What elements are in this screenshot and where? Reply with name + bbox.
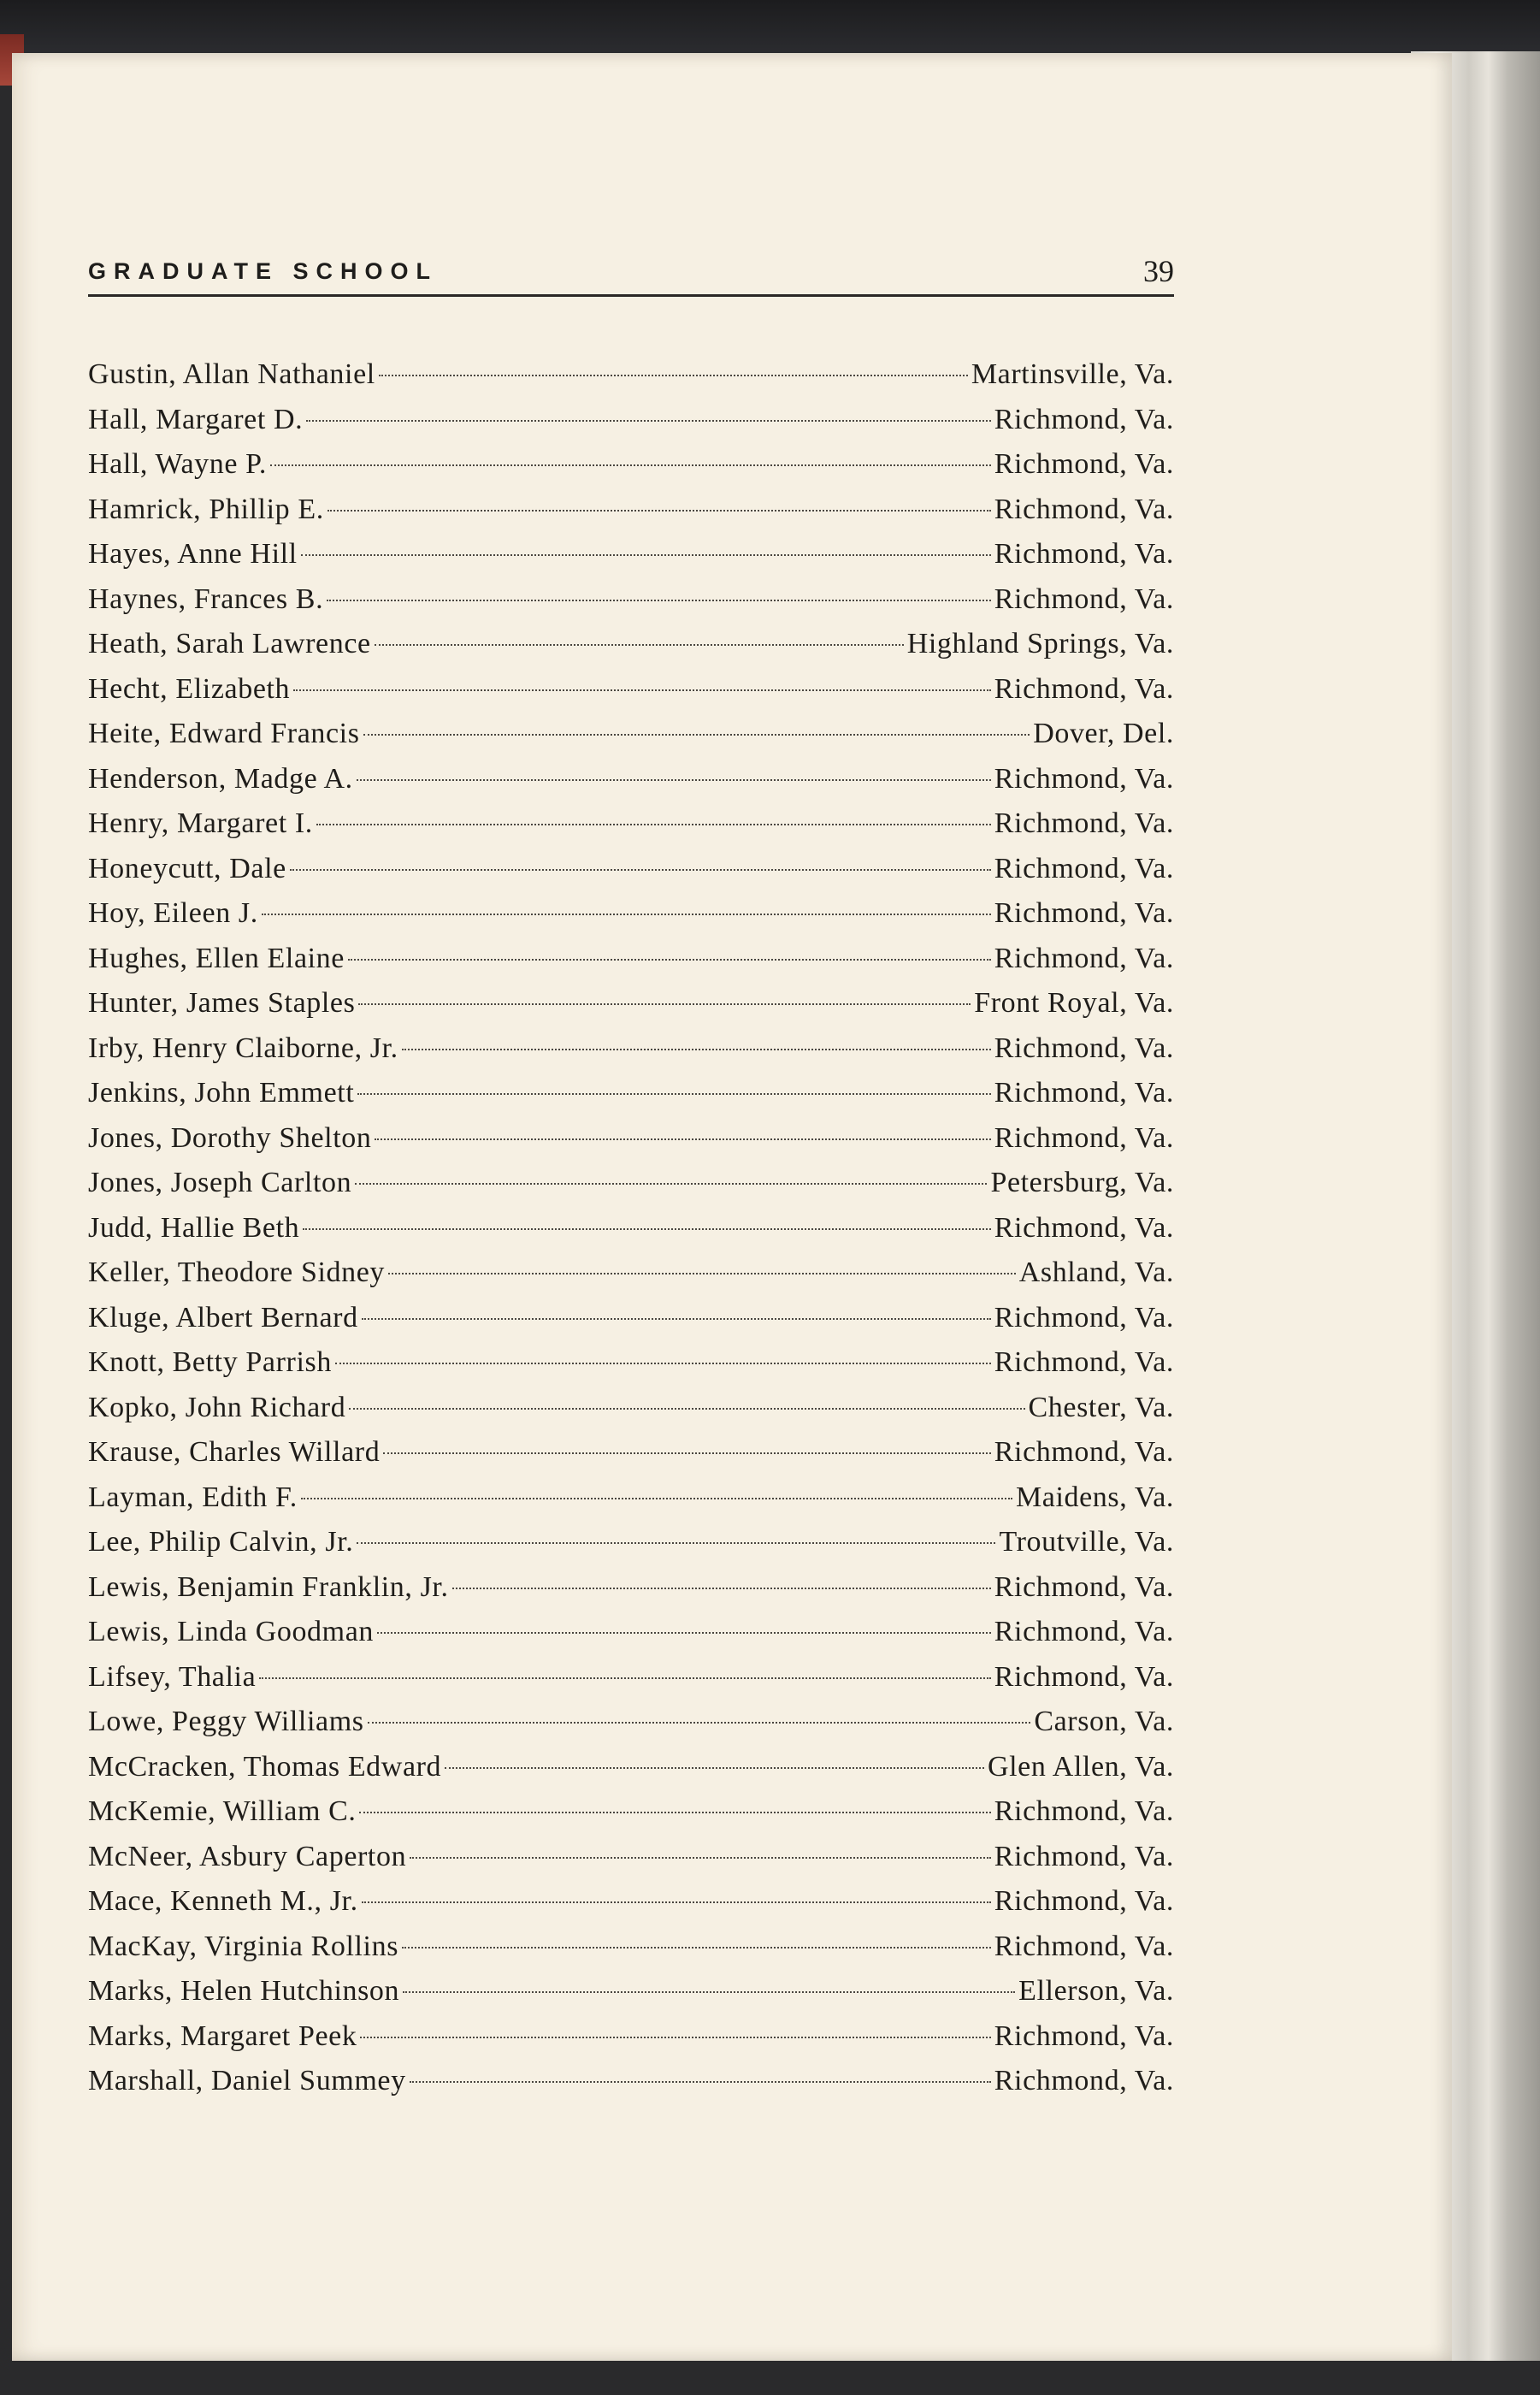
list-item: [88, 2059, 1174, 2104]
hometown: Glen Allen, Va.: [987, 1750, 1174, 1783]
list-item: [88, 981, 1174, 1026]
list-item: [88, 1386, 1174, 1431]
list-item: [88, 1071, 1174, 1116]
student-name: Lifsey, Thalia: [88, 1660, 257, 1693]
hometown: Ellerson, Va.: [1018, 1975, 1174, 2007]
student-name: Lee, Philip Calvin, Jr.: [88, 1526, 354, 1558]
dot-leader: [362, 1318, 991, 1320]
student-name: McCracken, Thomas Edward: [88, 1750, 442, 1783]
student-name: Jones, Dorothy Shelton: [88, 1121, 372, 1154]
dot-leader: [363, 734, 1030, 736]
list-item: [88, 1835, 1174, 1880]
list-item: [88, 622, 1174, 667]
dot-leader: [383, 1452, 990, 1454]
student-name: Henry, Margaret I.: [88, 807, 313, 839]
dot-leader: [270, 464, 991, 466]
dot-leader: [327, 510, 991, 512]
student-name: Lewis, Linda Goodman: [88, 1616, 374, 1647]
hometown: Richmond, Va.: [994, 1795, 1174, 1827]
list-item: [88, 1206, 1174, 1251]
dot-leader: [303, 1228, 991, 1230]
hometown: Richmond, Va.: [994, 1121, 1174, 1154]
dot-leader: [362, 1901, 991, 1903]
running-header: [88, 253, 1174, 296]
hometown: Richmond, Va.: [994, 403, 1174, 435]
student-name: Lowe, Peggy Williams: [88, 1706, 364, 1737]
hometown: Richmond, Va.: [994, 897, 1174, 929]
list-item: [88, 1879, 1174, 1925]
hometown: Richmond, Va.: [994, 762, 1174, 795]
dot-leader: [327, 600, 991, 601]
student-name: Hayes, Anne Hill: [88, 538, 298, 570]
hometown: Richmond, Va.: [994, 2019, 1174, 2052]
list-item: [88, 442, 1174, 488]
hometown: Highland Springs, Va.: [906, 628, 1174, 659]
hometown: Richmond, Va.: [994, 807, 1174, 839]
hometown: Richmond, Va.: [994, 1346, 1174, 1378]
list-item: [88, 1161, 1174, 1206]
dot-leader: [377, 1632, 991, 1634]
hometown: Front Royal, Va.: [974, 987, 1174, 1019]
dot-leader: [349, 1408, 1024, 1410]
hometown: Richmond, Va.: [994, 1211, 1174, 1244]
student-name: Hecht, Elizabeth: [88, 672, 291, 705]
hometown: Troutville, Va.: [999, 1526, 1174, 1558]
list-item: [88, 577, 1174, 623]
list-item: [88, 1969, 1174, 2014]
dot-leader: [388, 1273, 1016, 1274]
student-name: Hughes, Ellen Elaine: [88, 942, 345, 974]
student-name: Honeycutt, Dale: [88, 852, 286, 884]
student-name: Hunter, James Staples: [88, 987, 356, 1019]
hometown: Richmond, Va.: [994, 1840, 1174, 1872]
dot-leader: [452, 1588, 991, 1589]
student-name: Judd, Hallie Beth: [88, 1211, 300, 1244]
student-name: Irby, Henry Claiborne, Jr.: [88, 1032, 398, 1064]
dot-leader: [335, 1363, 991, 1364]
list-item: [88, 801, 1174, 847]
list-item: [88, 1789, 1174, 1835]
student-name: Mace, Kenneth M., Jr.: [88, 1885, 358, 1917]
dot-leader: [301, 1498, 1012, 1499]
hometown: Richmond, Va.: [994, 1077, 1174, 1109]
list-item: [88, 1430, 1174, 1475]
dot-leader: [316, 824, 991, 825]
student-name: Krause, Charles Willard: [88, 1436, 381, 1468]
list-item: [88, 1925, 1174, 1970]
list-item: [88, 1475, 1174, 1521]
page-number: 39: [1143, 254, 1174, 288]
hometown: Richmond, Va.: [994, 852, 1174, 884]
student-name: Jenkins, John Emmett: [88, 1077, 355, 1109]
hometown: Richmond, Va.: [994, 1660, 1174, 1693]
student-name: McKemie, William C.: [88, 1795, 357, 1827]
hometown: Richmond, Va.: [994, 493, 1174, 525]
student-name: MacKay, Virginia Rollins: [88, 1930, 399, 1962]
list-item: [88, 352, 1174, 398]
student-list: [88, 352, 1174, 2104]
list-item: [88, 1296, 1174, 1341]
list-item: [88, 1251, 1174, 1296]
list-item: [88, 532, 1174, 577]
dot-leader: [290, 869, 991, 871]
dot-leader: [360, 2037, 990, 2038]
student-name: Hamrick, Phillip E.: [88, 493, 324, 525]
student-name: Marks, Helen Hutchinson: [88, 1975, 400, 2007]
list-item: [88, 937, 1174, 982]
list-item: [88, 2014, 1174, 2060]
hometown: Richmond, Va.: [994, 1301, 1174, 1334]
student-name: Heath, Sarah Lawrence: [88, 628, 371, 659]
dot-leader: [262, 914, 991, 915]
list-item: [88, 1026, 1174, 1072]
hometown: Chester, Va.: [1028, 1391, 1174, 1423]
list-item: [88, 757, 1174, 802]
list-item: [88, 488, 1174, 533]
header-rule: [88, 294, 1174, 297]
dot-leader: [402, 1947, 991, 1949]
hometown: Richmond, Va.: [994, 1885, 1174, 1917]
student-name: Haynes, Frances B.: [88, 582, 324, 615]
dot-leader: [410, 2081, 991, 2083]
hometown: Maidens, Va.: [1015, 1481, 1174, 1513]
list-item: [88, 847, 1174, 892]
student-name: Kopko, John Richard: [88, 1391, 346, 1423]
list-item: [88, 1700, 1174, 1745]
student-name: Hall, Wayne P.: [88, 448, 268, 480]
list-item: [88, 1340, 1174, 1386]
dot-leader: [403, 1991, 1015, 1993]
hometown: Richmond, Va.: [994, 582, 1174, 615]
dot-leader: [293, 689, 991, 691]
student-name: Hoy, Eileen J.: [88, 897, 258, 929]
dot-leader: [357, 1093, 990, 1095]
hometown: Petersburg, Va.: [990, 1167, 1174, 1198]
student-name: Heite, Edward Francis: [88, 718, 360, 749]
section-title: GRADUATE SCHOOL: [88, 258, 438, 284]
student-name: Keller, Theodore Sidney: [88, 1257, 385, 1288]
hometown: Richmond, Va.: [994, 538, 1174, 570]
student-name: Lewis, Benjamin Franklin, Jr.: [88, 1570, 449, 1603]
dot-leader: [368, 1722, 1031, 1724]
list-item: [88, 398, 1174, 443]
list-item: [88, 712, 1174, 757]
dot-leader: [379, 375, 968, 376]
hometown: Richmond, Va.: [994, 1570, 1174, 1603]
student-name: Kluge, Albert Bernard: [88, 1301, 358, 1334]
student-name: Hall, Margaret D.: [88, 403, 304, 435]
dot-leader: [402, 1049, 991, 1050]
dot-leader: [358, 1003, 971, 1005]
hometown: Richmond, Va.: [994, 672, 1174, 705]
dot-leader: [259, 1677, 990, 1679]
student-name: Layman, Edith F.: [88, 1481, 298, 1513]
dot-leader: [375, 1138, 990, 1140]
hometown: Dover, Del.: [1033, 718, 1174, 749]
list-item: [88, 1655, 1174, 1700]
hometown: Richmond, Va.: [994, 1032, 1174, 1064]
student-name: Henderson, Madge A.: [88, 762, 353, 795]
hometown: Richmond, Va.: [994, 1436, 1174, 1468]
student-name: Gustin, Allan Nathaniel: [88, 358, 375, 390]
list-item: [88, 1610, 1174, 1655]
student-name: Jones, Joseph Carlton: [88, 1167, 352, 1198]
hometown: Carson, Va.: [1034, 1706, 1174, 1737]
dot-leader: [355, 1183, 987, 1185]
hometown: Richmond, Va.: [994, 448, 1174, 480]
dot-leader: [375, 644, 904, 646]
hometown: Richmond, Va.: [994, 942, 1174, 974]
hometown: Martinsville, Va.: [971, 358, 1174, 390]
student-name: Knott, Betty Parrish: [88, 1346, 332, 1378]
student-name: Marshall, Daniel Summey: [88, 2065, 406, 2096]
list-item: [88, 1116, 1174, 1162]
dot-leader: [357, 1542, 995, 1544]
dot-leader: [301, 554, 991, 556]
dot-leader: [445, 1767, 984, 1769]
dot-leader: [359, 1812, 990, 1813]
list-item: [88, 891, 1174, 937]
list-item: [88, 667, 1174, 713]
hometown: Richmond, Va.: [994, 1616, 1174, 1647]
hometown: Ashland, Va.: [1018, 1257, 1174, 1288]
dot-leader: [348, 959, 991, 961]
student-name: McNeer, Asbury Caperton: [88, 1840, 407, 1872]
hometown: Richmond, Va.: [994, 1930, 1174, 1962]
list-item: [88, 1745, 1174, 1790]
dot-leader: [306, 420, 990, 422]
dot-leader: [357, 779, 991, 781]
student-name: Marks, Margaret Peek: [88, 2019, 357, 2052]
list-item: [88, 1520, 1174, 1565]
hometown: Richmond, Va.: [994, 2065, 1174, 2096]
dot-leader: [410, 1857, 991, 1859]
list-item: [88, 1565, 1174, 1611]
